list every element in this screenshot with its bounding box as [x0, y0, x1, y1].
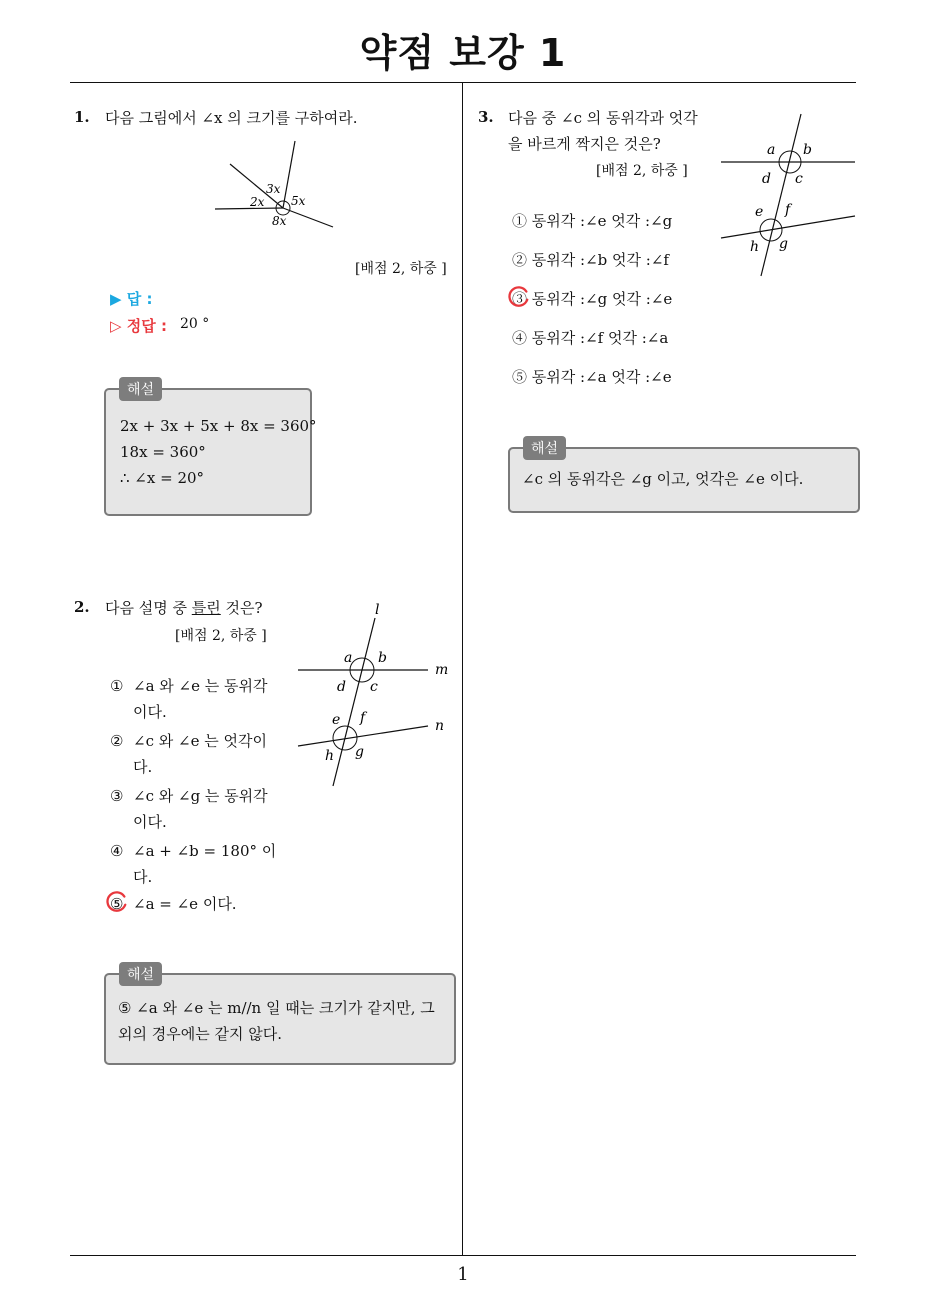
fig2-label-b: b — [378, 650, 387, 666]
q3-question-line-1: 다음 중 ∠c 의 동위각과 엇각 — [508, 109, 698, 127]
q2-option-2-line1: ∠c 와 ∠e 는 엇각이 — [133, 732, 267, 750]
fig3-label-f: f — [785, 202, 791, 218]
fig2-label-c: c — [370, 679, 378, 695]
q3-option-2-text: 동위각 :∠b 엇각 :∠f — [531, 251, 669, 269]
fig2-label-h: h — [325, 748, 335, 764]
q3-option-2[interactable] — [512, 247, 669, 273]
fig3-label-d: d — [762, 171, 771, 187]
q3-score: [배점 2, 하중 ] — [596, 163, 688, 179]
q3-option-1[interactable] — [512, 208, 672, 234]
q2-option-3-mark: ③ — [110, 787, 124, 805]
q1-number: 1. — [74, 108, 90, 126]
q2-option-4-line2: 다. — [133, 868, 153, 886]
page-number: 1 — [457, 1264, 469, 1285]
q2-option-5-line1: ∠a = ∠e 이다. — [133, 895, 237, 913]
fig2-label-m: m — [435, 662, 449, 678]
q3-option-1-mark: ① — [512, 212, 528, 230]
q3-option-2-mark: ② — [512, 251, 528, 269]
q2-question-underline: 틀린 — [191, 599, 221, 617]
q3-option-3-text: 동위각 :∠g 엇각 :∠e — [531, 290, 673, 308]
q3-question-line-2: 을 바르게 짝지은 것은? — [508, 135, 661, 153]
fig2-label-f: f — [360, 710, 366, 726]
fig3-label-g: g — [779, 236, 788, 252]
q3-number: 3. — [478, 108, 494, 126]
q2-score: [배점 2, 하중 ] — [175, 628, 267, 644]
fig1-label-5x: 5x — [291, 194, 306, 208]
q3-explanation-tag: 해설 — [523, 436, 566, 460]
q1-correct-label: ▷ 정답 : — [110, 317, 167, 335]
q1-correct-value: 20 ° — [180, 316, 210, 332]
q2-explain-line-1: ⑤ ∠a 와 ∠e 는 m//n 일 때는 크기가 같지만, 그 — [118, 999, 435, 1017]
q2-option-1-line1: ∠a 와 ∠e 는 동위각 — [133, 677, 268, 695]
q2-option-1-mark: ① — [110, 677, 124, 695]
q3-selected-answer-circle-icon — [508, 286, 530, 308]
q3-option-1-text: 동위각 :∠e 엇각 :∠g — [531, 212, 673, 230]
q2-option-4[interactable] — [110, 838, 123, 864]
fig2-label-n: n — [435, 718, 445, 734]
q3-parallel-lines-figure — [715, 110, 860, 280]
fig2-label-l: l — [375, 602, 380, 618]
fig2-label-a: a — [344, 650, 353, 666]
q1-explanation-tag: 해설 — [119, 377, 162, 401]
q3-option-4-text: 동위각 :∠f 엇각 :∠a — [531, 329, 669, 347]
q3-explain-line-1: ∠c 의 동위각은 ∠g 이고, 엇각은 ∠e 이다. — [522, 470, 804, 488]
fig1-label-3x: 3x — [266, 182, 281, 196]
fig3-label-b: b — [803, 142, 812, 158]
q2-question-post: 것은? — [220, 599, 263, 617]
q2-option-1-line2: 이다. — [133, 703, 167, 721]
fig3-label-h: h — [750, 239, 760, 255]
column-divider — [462, 82, 463, 1255]
q1-question: 다음 그림에서 ∠x 의 크기를 구하여라. — [105, 109, 358, 127]
q1-explain-line-3: ∴ ∠x = 20° — [120, 469, 205, 487]
q2-option-5-mark: ⑤ — [110, 895, 124, 913]
q3-option-5-mark: ⑤ — [512, 368, 528, 386]
q2-explanation-tag: 해설 — [119, 962, 162, 986]
q2-explain-line-2: 외의 경우에는 같지 않다. — [118, 1025, 282, 1043]
q1-angle-figure — [205, 135, 355, 235]
fig2-label-d: d — [337, 679, 346, 695]
q2-option-3[interactable] — [110, 783, 123, 809]
q3-option-5-text: 동위각 :∠a 엇각 :∠e — [531, 368, 672, 386]
top-rule — [70, 82, 856, 83]
q1-explain-line-2: 18x = 360° — [120, 443, 206, 461]
q2-option-3-line2: 이다. — [133, 813, 167, 831]
q3-option-4-mark: ④ — [512, 329, 528, 347]
fig3-label-a: a — [767, 142, 776, 158]
q1-explain-line-1: 2x + 3x + 5x + 8x = 360° — [120, 417, 317, 435]
bottom-rule — [70, 1255, 856, 1256]
fig1-label-8x: 8x — [272, 214, 287, 228]
q1-score: [배점 2, 하중 ] — [355, 261, 447, 277]
q2-option-4-mark: ④ — [110, 842, 124, 860]
q2-option-4-line1: ∠a + ∠b = 180° 이 — [133, 842, 277, 860]
q2-selected-answer-circle-icon — [106, 891, 128, 913]
fig3-label-c: c — [795, 171, 803, 187]
q1-answer-label: ▶ 답 : — [110, 290, 153, 308]
q2-number: 2. — [74, 598, 90, 616]
q2-option-2-line2: 다. — [133, 758, 153, 776]
fig3-label-e: e — [755, 204, 764, 220]
q2-option-2-mark: ② — [110, 732, 124, 750]
q2-question — [105, 595, 263, 621]
q3-option-3-mark: ③ — [512, 290, 528, 308]
q2-option-1[interactable] — [110, 673, 123, 699]
q3-option-4[interactable] — [512, 325, 668, 351]
q2-parallel-lines-figure — [290, 598, 460, 798]
q2-question-pre: 다음 설명 중 — [105, 599, 192, 617]
fig2-label-g: g — [355, 744, 364, 760]
page-title: 약점 보강 1 — [359, 31, 567, 75]
fig2-label-e: e — [332, 712, 341, 728]
q3-option-5[interactable] — [512, 364, 672, 390]
q2-option-3-line1: ∠c 와 ∠g 는 동위각 — [133, 787, 268, 805]
q2-option-2[interactable] — [110, 728, 123, 754]
q3-option-3[interactable] — [512, 286, 672, 312]
fig1-label-2x: 2x — [250, 195, 265, 209]
